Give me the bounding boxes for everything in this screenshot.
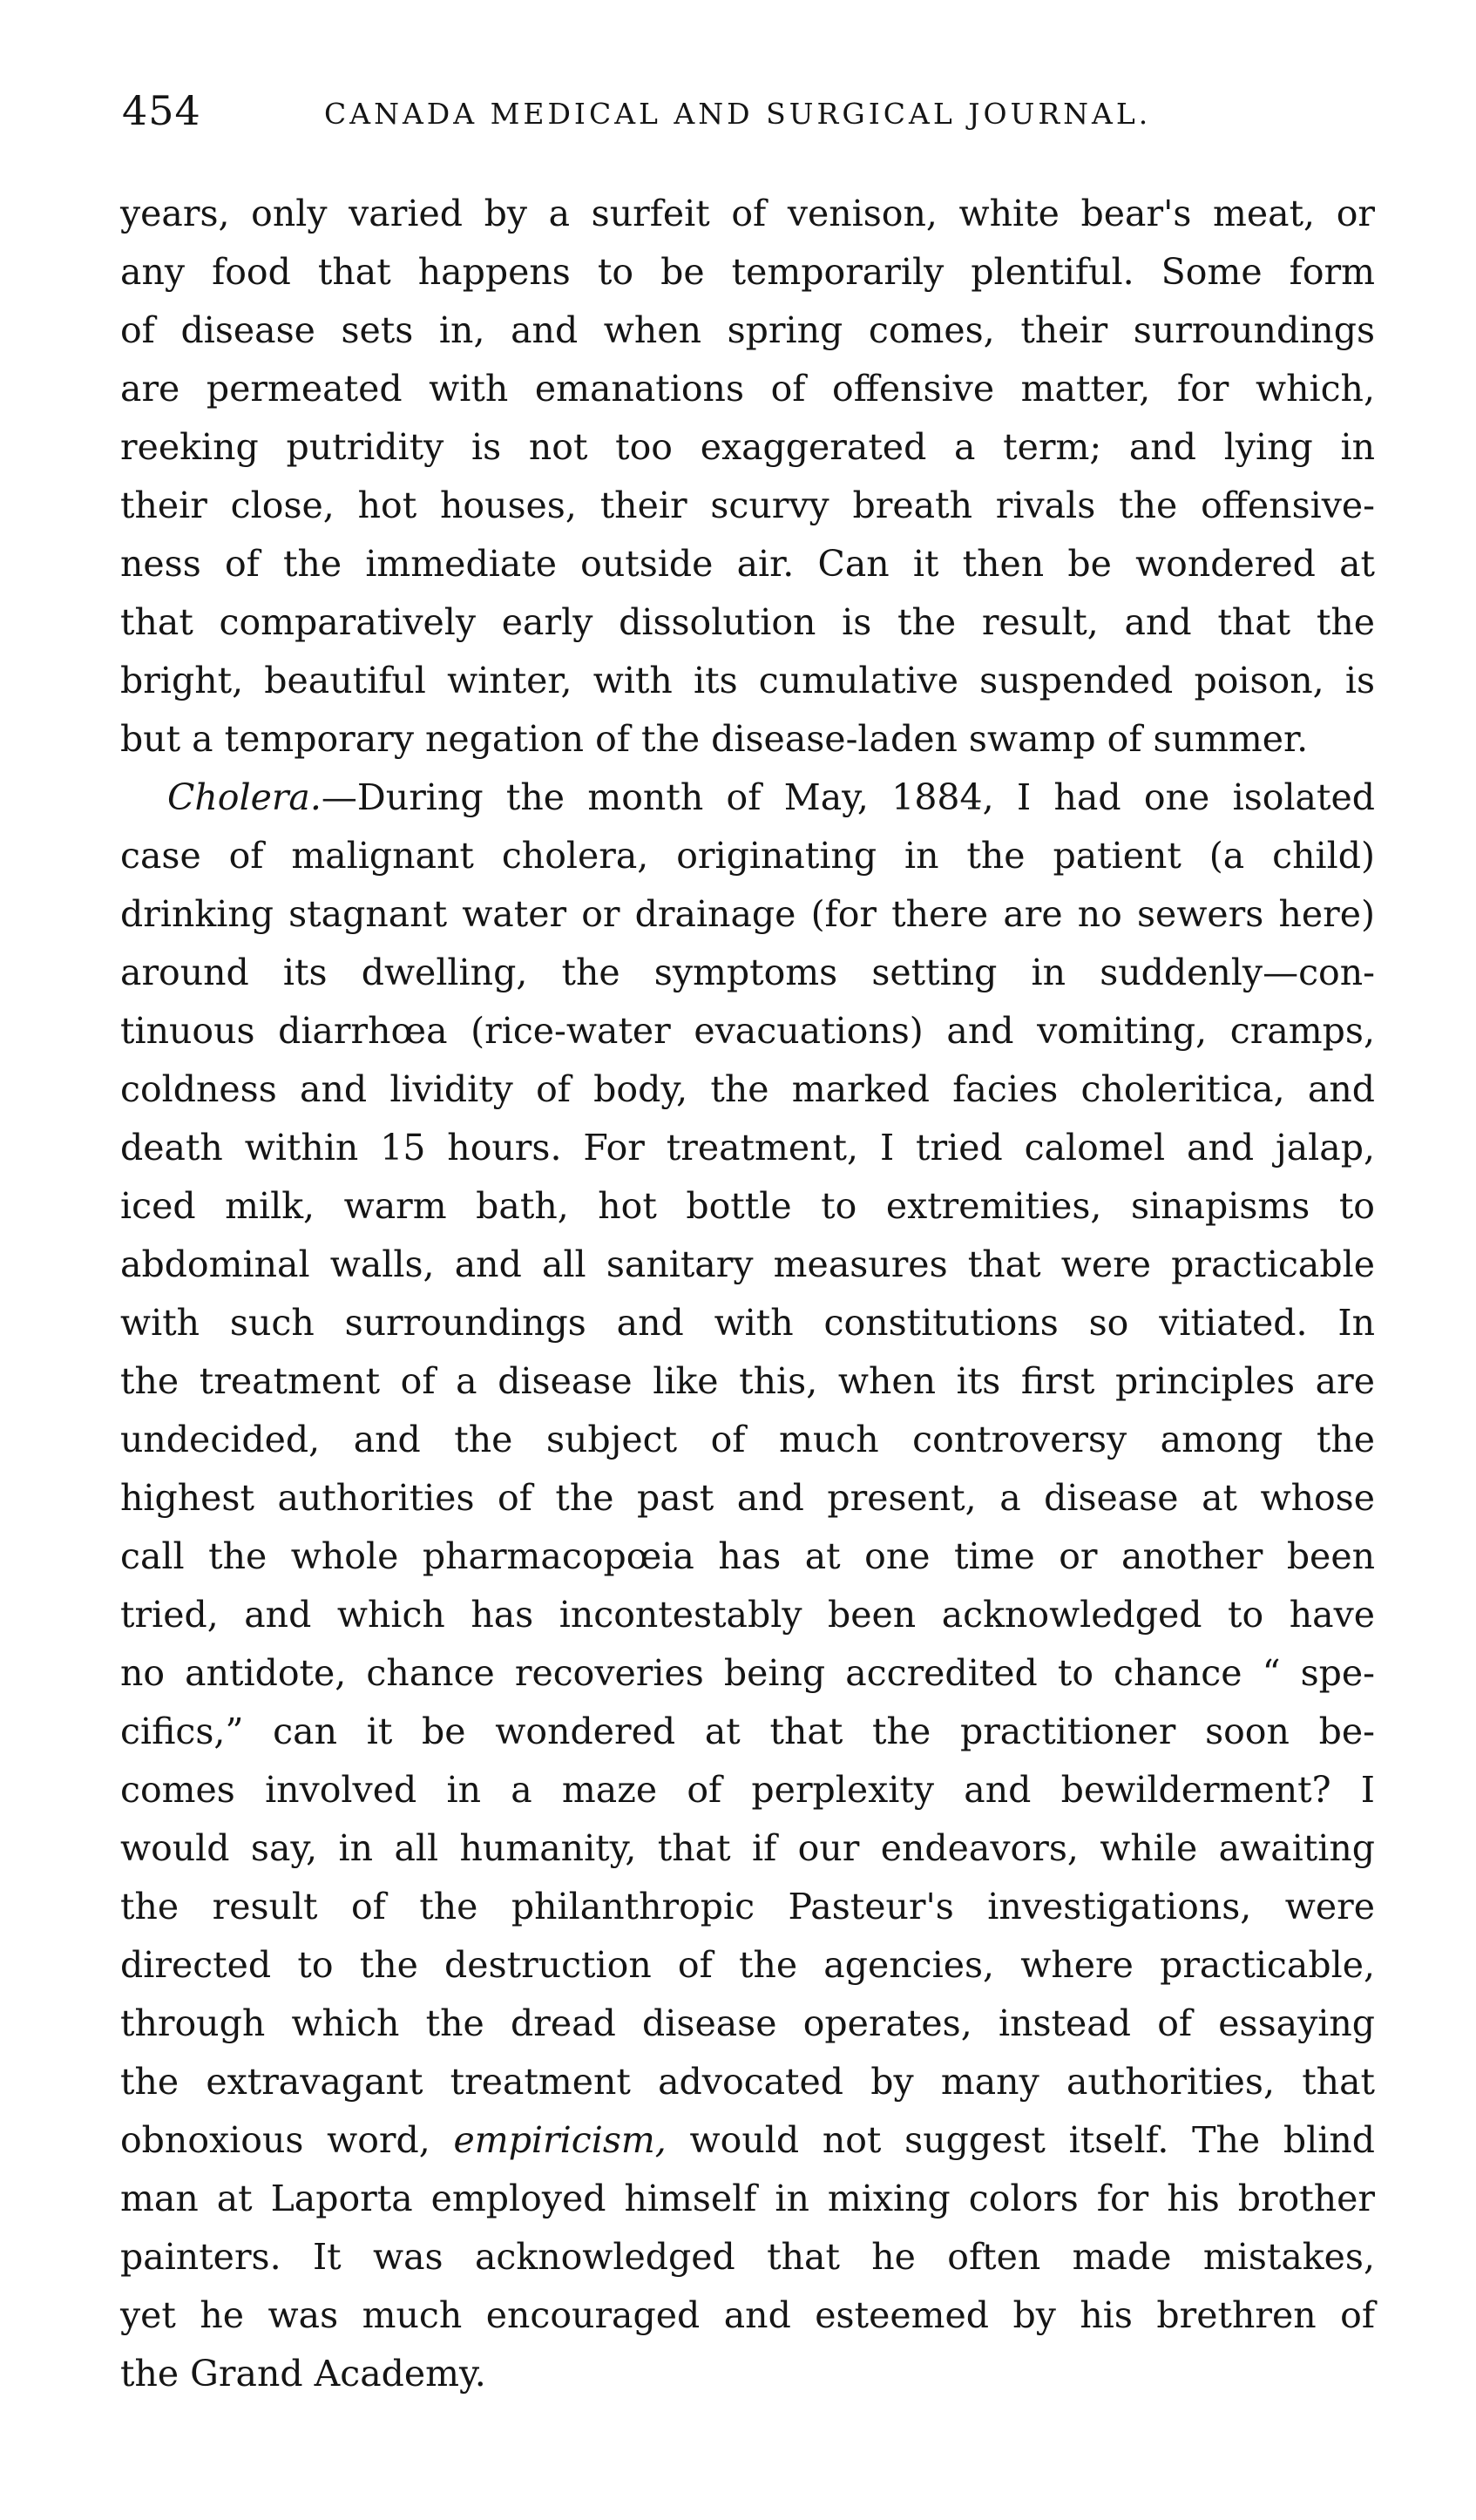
text-run: obnoxious word,: [120, 2119, 454, 2161]
text-line: tried, and which has incontestably been acknowledged to have: [120, 1594, 1375, 1636]
section-heading-cholera: Cholera.: [167, 776, 322, 818]
text-line: the result of the philanthropic Pasteur's investigations, were: [120, 1886, 1375, 1927]
text-line: case of malignant cholera, originating in the patient (a child): [120, 835, 1375, 877]
text-line: would say, in all humanity, that if our endeavors, while awaiting: [120, 1827, 1375, 1869]
text-line: around its dwelling, the symptoms setting in suddenly—con-: [120, 952, 1375, 993]
text-line: highest authorities of the past and present, a disease at whose: [120, 1477, 1375, 1519]
text-line: reeking putridity is not too exaggerated a term; and lying in: [120, 426, 1375, 468]
text-line: coldness and lividity of body, the marked facies choleritica, and: [120, 1068, 1375, 1110]
journal-title: CANADA MEDICAL AND SURGICAL JOURNAL.: [324, 97, 1152, 131]
text-line: but a temporary negation of the disease-laden swamp of summer.: [120, 718, 1309, 760]
text-line: any food that happens to be temporarily plentiful. Some form: [120, 251, 1375, 293]
text-run: would not suggest itself. The blind: [666, 2119, 1375, 2161]
text-line: through which the dread disease operates, instead of essaying: [120, 2002, 1375, 2044]
text-line: directed to the destruction of the agencies, where practicable,: [120, 1944, 1375, 1986]
text-line: years, only varied by a surfeit of venison, white bear's meat, or: [120, 193, 1375, 234]
section-first-line: [120, 769, 1375, 827]
text-line: tinuous diarrhœa (rice-water evacuations) and vomiting, cramps,: [120, 1010, 1375, 1052]
text-line: iced milk, warm bath, hot bottle to extremities, sinapisms to: [120, 1185, 1375, 1227]
text-line: death within 15 hours. For treatment, I tried calomel and jalap,: [120, 1127, 1375, 1169]
text-line: with such surroundings and with constitutions so vitiated. In: [120, 1302, 1375, 1344]
text-line: the extravagant treatment advocated by many authorities, that: [120, 2061, 1375, 2103]
text-line: their close, hot houses, their scurvy breath rivals the offensive-: [120, 484, 1375, 526]
text-line: the Grand Academy.: [120, 2353, 486, 2395]
page-number: 454: [122, 87, 201, 134]
text-line: yet he was much encouraged and esteemed by his brethren of: [120, 2294, 1375, 2336]
text-line: are permeated with emanations of offensive matter, for which,: [120, 368, 1375, 410]
text-line: that comparatively early dissolution is the result, and that the: [120, 601, 1375, 643]
text-line: no antidote, chance recoveries being accredited to chance “ spe-: [120, 1652, 1375, 1694]
text-line-with-italic: [120, 2111, 1375, 2170]
text-line: bright, beautiful winter, with its cumulative suspended poison, is: [120, 660, 1375, 701]
text-run: —During the month of May, 1884, I had one isolated: [321, 776, 1375, 818]
text-line: comes involved in a maze of perplexity and bewilderment? I: [120, 1769, 1375, 1811]
text-line: abdominal walls, and all sanitary measures that were practicable: [120, 1243, 1375, 1285]
text-line: drinking stagnant water or drainage (for there are no sewers here): [120, 893, 1375, 935]
body-text: [120, 185, 1375, 2403]
text-line: call the whole pharmacopœia has at one time or another been: [120, 1535, 1375, 1577]
text-line: undecided, and the subject of much controversy among the: [120, 1419, 1375, 1460]
text-line: painters. It was acknowledged that he often made mistakes,: [120, 2236, 1375, 2278]
running-head: [122, 80, 1377, 141]
text-line: ness of the immediate outside air. Can it then be wondered at: [120, 543, 1375, 585]
italic-term-empiricism: empiricism,: [453, 2119, 667, 2161]
text-line: cifics,” can it be wondered at that the practitioner soon be-: [120, 1710, 1375, 1752]
text-line: of disease sets in, and when spring comes, their surroundings: [120, 309, 1375, 351]
text-line: man at Laporta employed himself in mixing colors for his brother: [120, 2178, 1375, 2219]
text-line: the treatment of a disease like this, when its first principles are: [120, 1360, 1375, 1402]
